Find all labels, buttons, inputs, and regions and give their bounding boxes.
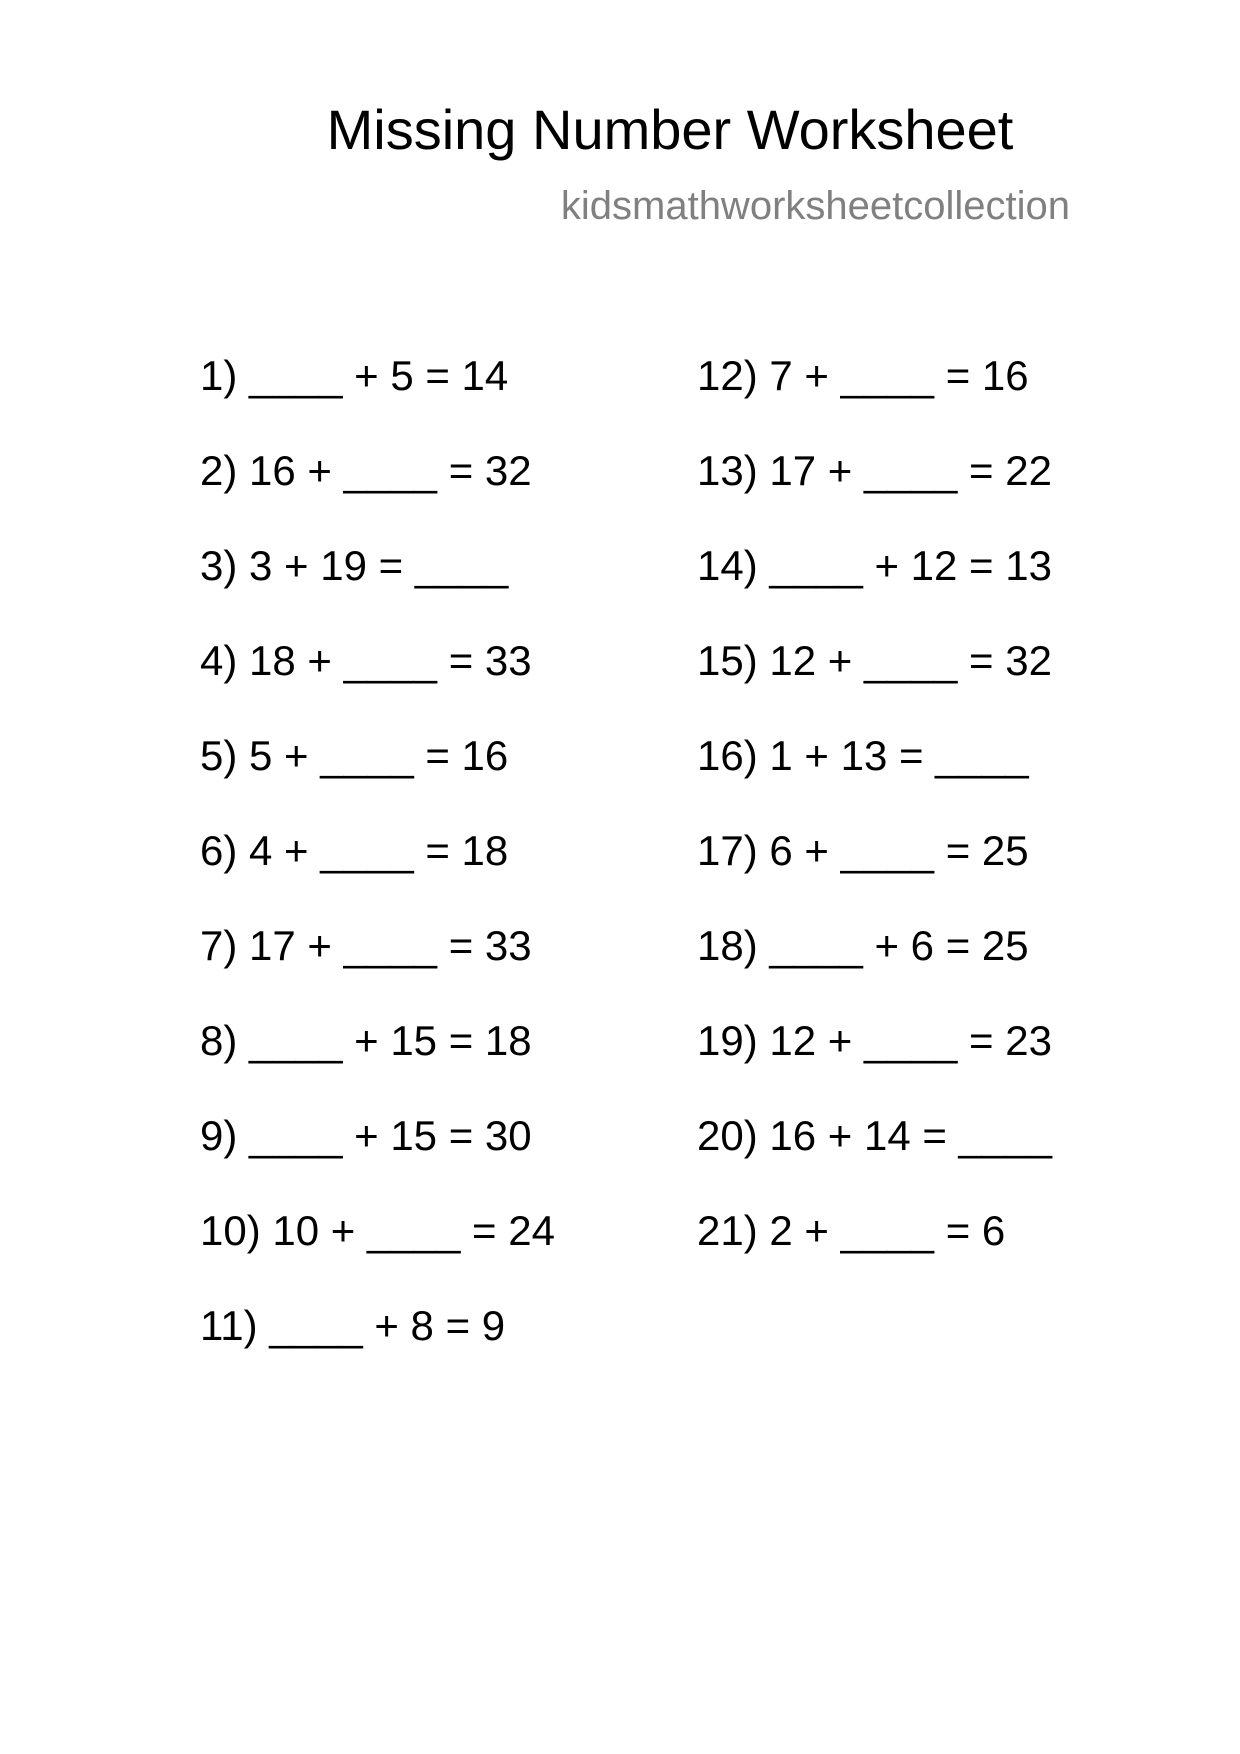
problem-21: 21) 2 + ____ = 6 bbox=[697, 1207, 1006, 1254]
problem-7: 7) 17 + ____ = 33 bbox=[200, 922, 532, 969]
problem-2: 2) 16 + ____ = 32 bbox=[200, 447, 532, 494]
problem-12: 12) 7 + ____ = 16 bbox=[697, 352, 1029, 399]
site-name: kidsmathworksheetcollection bbox=[560, 184, 1070, 228]
problem-20: 20) 16 + 14 = ____ bbox=[697, 1112, 1052, 1159]
problem-11: 11) ____ + 8 = 9 bbox=[200, 1302, 506, 1349]
problem-5: 5) 5 + ____ = 16 bbox=[200, 732, 509, 779]
problems-column-left bbox=[200, 352, 555, 1397]
problem-19: 19) 12 + ____ = 23 bbox=[697, 1017, 1052, 1064]
page-title: Missing Number Worksheet bbox=[326, 98, 1014, 161]
problem-18: 18) ____ + 6 = 25 bbox=[697, 922, 1029, 969]
problem-15: 15) 12 + ____ = 32 bbox=[697, 637, 1052, 684]
problem-3: 3) 3 + 19 = ____ bbox=[200, 542, 509, 589]
problem-6: 6) 4 + ____ = 18 bbox=[200, 827, 509, 874]
problem-16: 16) 1 + 13 = ____ bbox=[697, 732, 1029, 779]
problems-column-right bbox=[697, 352, 1052, 1302]
problem-10: 10) 10 + ____ = 24 bbox=[200, 1207, 555, 1254]
problem-13: 13) 17 + ____ = 22 bbox=[697, 447, 1052, 494]
problem-9: 9) ____ + 15 = 30 bbox=[200, 1112, 532, 1159]
problem-17: 17) 6 + ____ = 25 bbox=[697, 827, 1029, 874]
problem-8: 8) ____ + 15 = 18 bbox=[200, 1017, 532, 1064]
problem-1: 1) ____ + 5 = 14 bbox=[200, 352, 509, 399]
problem-4: 4) 18 + ____ = 33 bbox=[200, 637, 532, 684]
problem-14: 14) ____ + 12 = 13 bbox=[697, 542, 1052, 589]
